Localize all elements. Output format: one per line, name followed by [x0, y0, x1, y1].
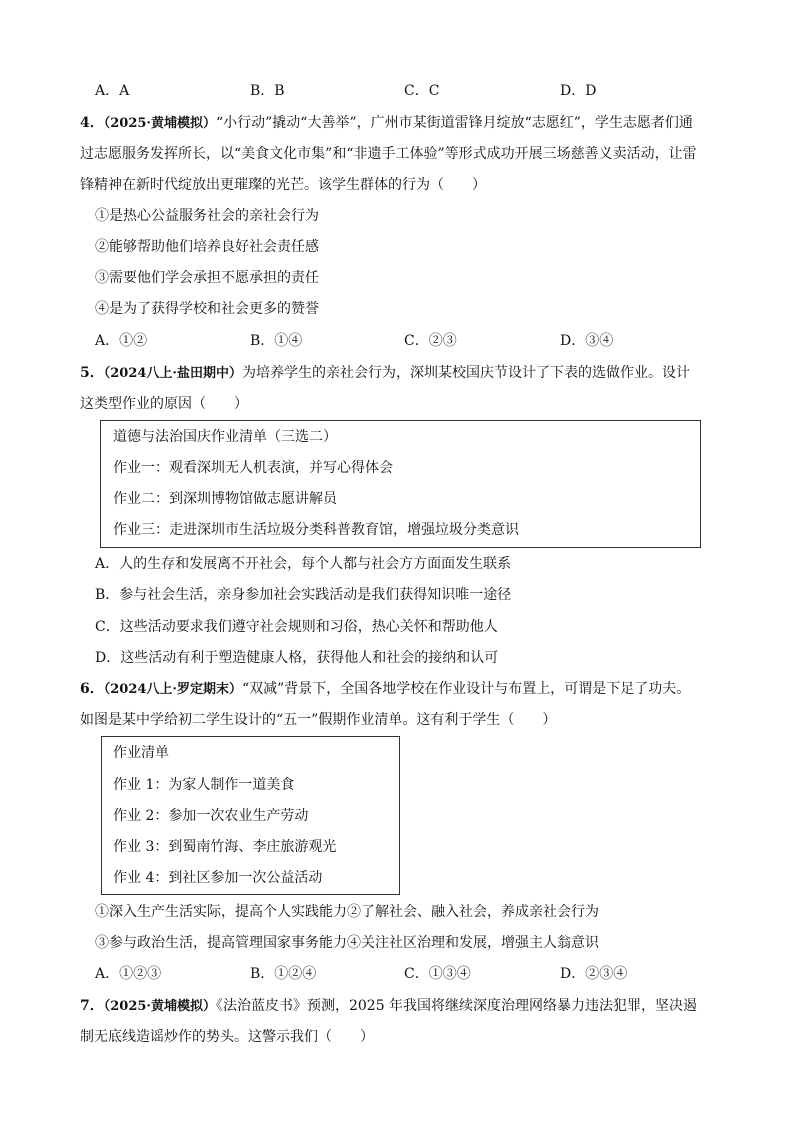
- q6-homework-table: [101, 736, 400, 895]
- q5-stem-line2: 这类型作业的原因（ ）: [80, 396, 248, 412]
- q5-stem-text: 为培养学生的亲社会行为，深圳某校国庆节设计了下表的选做作业。设计: [241, 365, 690, 381]
- q4-item-2: ②能够帮助他们培养良好社会责任感: [95, 239, 319, 255]
- q7-source: （2025·黄埔模拟）: [103, 999, 216, 1014]
- q5-homework-table: [100, 420, 701, 548]
- q6-table-row-1: 作业 1：为家人制作一道美食: [113, 777, 295, 793]
- q5-stem-line1: [80, 363, 690, 384]
- q7-stem-line2: 制无底线造谣炒作的势头。这警示我们（ ）: [80, 1029, 374, 1045]
- q3-option-a: A．A: [95, 83, 130, 99]
- q5-table-row-3: 作业三：走进深圳市生活垃圾分类科普教育馆，增强垃圾分类意识: [113, 522, 519, 538]
- q6-table-row-3: 作业 3：到蜀南竹海、李庄旅游观光: [113, 839, 337, 855]
- q6-option-c: C．①③④: [404, 966, 471, 982]
- q4-option-b: B．①④: [250, 333, 303, 349]
- q4-stem-line1: [80, 113, 693, 134]
- q5-source: （2024八上·盐田期中）: [103, 366, 242, 381]
- q6-items-line2: ③参与政治生活，提高管理国家事务能力④关注社区治理和发展，增强主人翁意识: [95, 935, 599, 951]
- q6-stem-text: “双减”背景下，全国各地学校在作业设计与布置上，可谓是下足了功夫。: [241, 681, 691, 697]
- q4-stem-line3: 锋精神在新时代绽放出更璀璨的光芒。该学生群体的行为（ ）: [80, 177, 486, 193]
- q6-table-row-2: 作业 2：参加一次农业生产劳动: [113, 808, 309, 824]
- q5-option-b: B．参与社会生活，亲身参加社会实践活动是我们获得知识唯一途径: [95, 587, 512, 603]
- q6-option-b: B．①②④: [250, 966, 317, 982]
- q7-stem-line1: [80, 996, 697, 1017]
- q6-table-row-4: 作业 4：到社区参加一次公益活动: [113, 870, 323, 886]
- q5-table-title: 道德与法治国庆作业清单（三选二）: [113, 429, 337, 445]
- q5-table-row-1: 作业一：观看深圳无人机表演，并写心得体会: [113, 460, 393, 476]
- q4-stem-line2: 过志愿服务发挥所长，以“美食文化市集”和“非遗手工体验”等形式成功开展三场慈善义卖活动，让雷: [80, 146, 697, 162]
- q4-number: 4．: [80, 115, 104, 131]
- q4-option-c: C．②③: [404, 333, 457, 349]
- q5-table-row-2: 作业二：到深圳博物馆做志愿讲解员: [113, 491, 337, 507]
- q5-number: 5．: [80, 365, 104, 381]
- q6-items-line1: ①深入生产生活实际，提高个人实践能力②了解社会、融入社会，养成亲社会行为: [95, 904, 599, 920]
- q7-stem-text: 《法治蓝皮书》预测，2025 年我国将继续深度治理网络暴力违法犯罪，坚决遏: [215, 998, 698, 1014]
- q6-number: 6．: [80, 681, 104, 697]
- q4-item-4: ④是为了获得学校和社会更多的赞誉: [95, 301, 319, 317]
- q4-option-a: A．①②: [95, 333, 148, 349]
- q3-options: [0, 81, 794, 101]
- q4-item-3: ③需要他们学会承担不愿承担的责任: [95, 270, 319, 286]
- q4-option-d: D．③④: [560, 333, 614, 349]
- q4-options: [0, 331, 794, 351]
- q6-stem-line2: 如图是某中学给初二学生设计的“五一”假期作业清单。这有利于学生（ ）: [80, 712, 557, 728]
- q6-stem-line1: [80, 679, 690, 700]
- q4-stem-text: “小行动”撬动“大善举”，广州市某街道雷锋月绽放“志愿红”，学生志愿者们通: [215, 115, 693, 131]
- q5-option-c: C．这些活动要求我们遵守社会规则和习俗，热心关怀和帮助他人: [95, 619, 498, 635]
- q3-option-d: D．D: [560, 83, 597, 99]
- q6-source: （2024八上·罗定期末）: [103, 682, 242, 697]
- q3-option-c: C．C: [404, 83, 440, 99]
- q6-options: [0, 964, 794, 984]
- q3-option-b: B．B: [250, 83, 285, 99]
- q5-option-d: D．这些活动有利于塑造健康人格，获得他人和社会的接纳和认可: [95, 650, 499, 666]
- q7-number: 7．: [80, 998, 104, 1014]
- q6-table-title: 作业清单: [113, 745, 169, 761]
- q4-item-1: ①是热心公益服务社会的亲社会行为: [95, 208, 319, 224]
- q5-option-a: A．人的生存和发展离不开社会，每个人都与社会方方面面发生联系: [95, 556, 512, 572]
- q6-option-a: A．①②③: [95, 966, 162, 982]
- q4-source: （2025·黄埔模拟）: [103, 116, 216, 131]
- q6-option-d: D．②③④: [560, 966, 628, 982]
